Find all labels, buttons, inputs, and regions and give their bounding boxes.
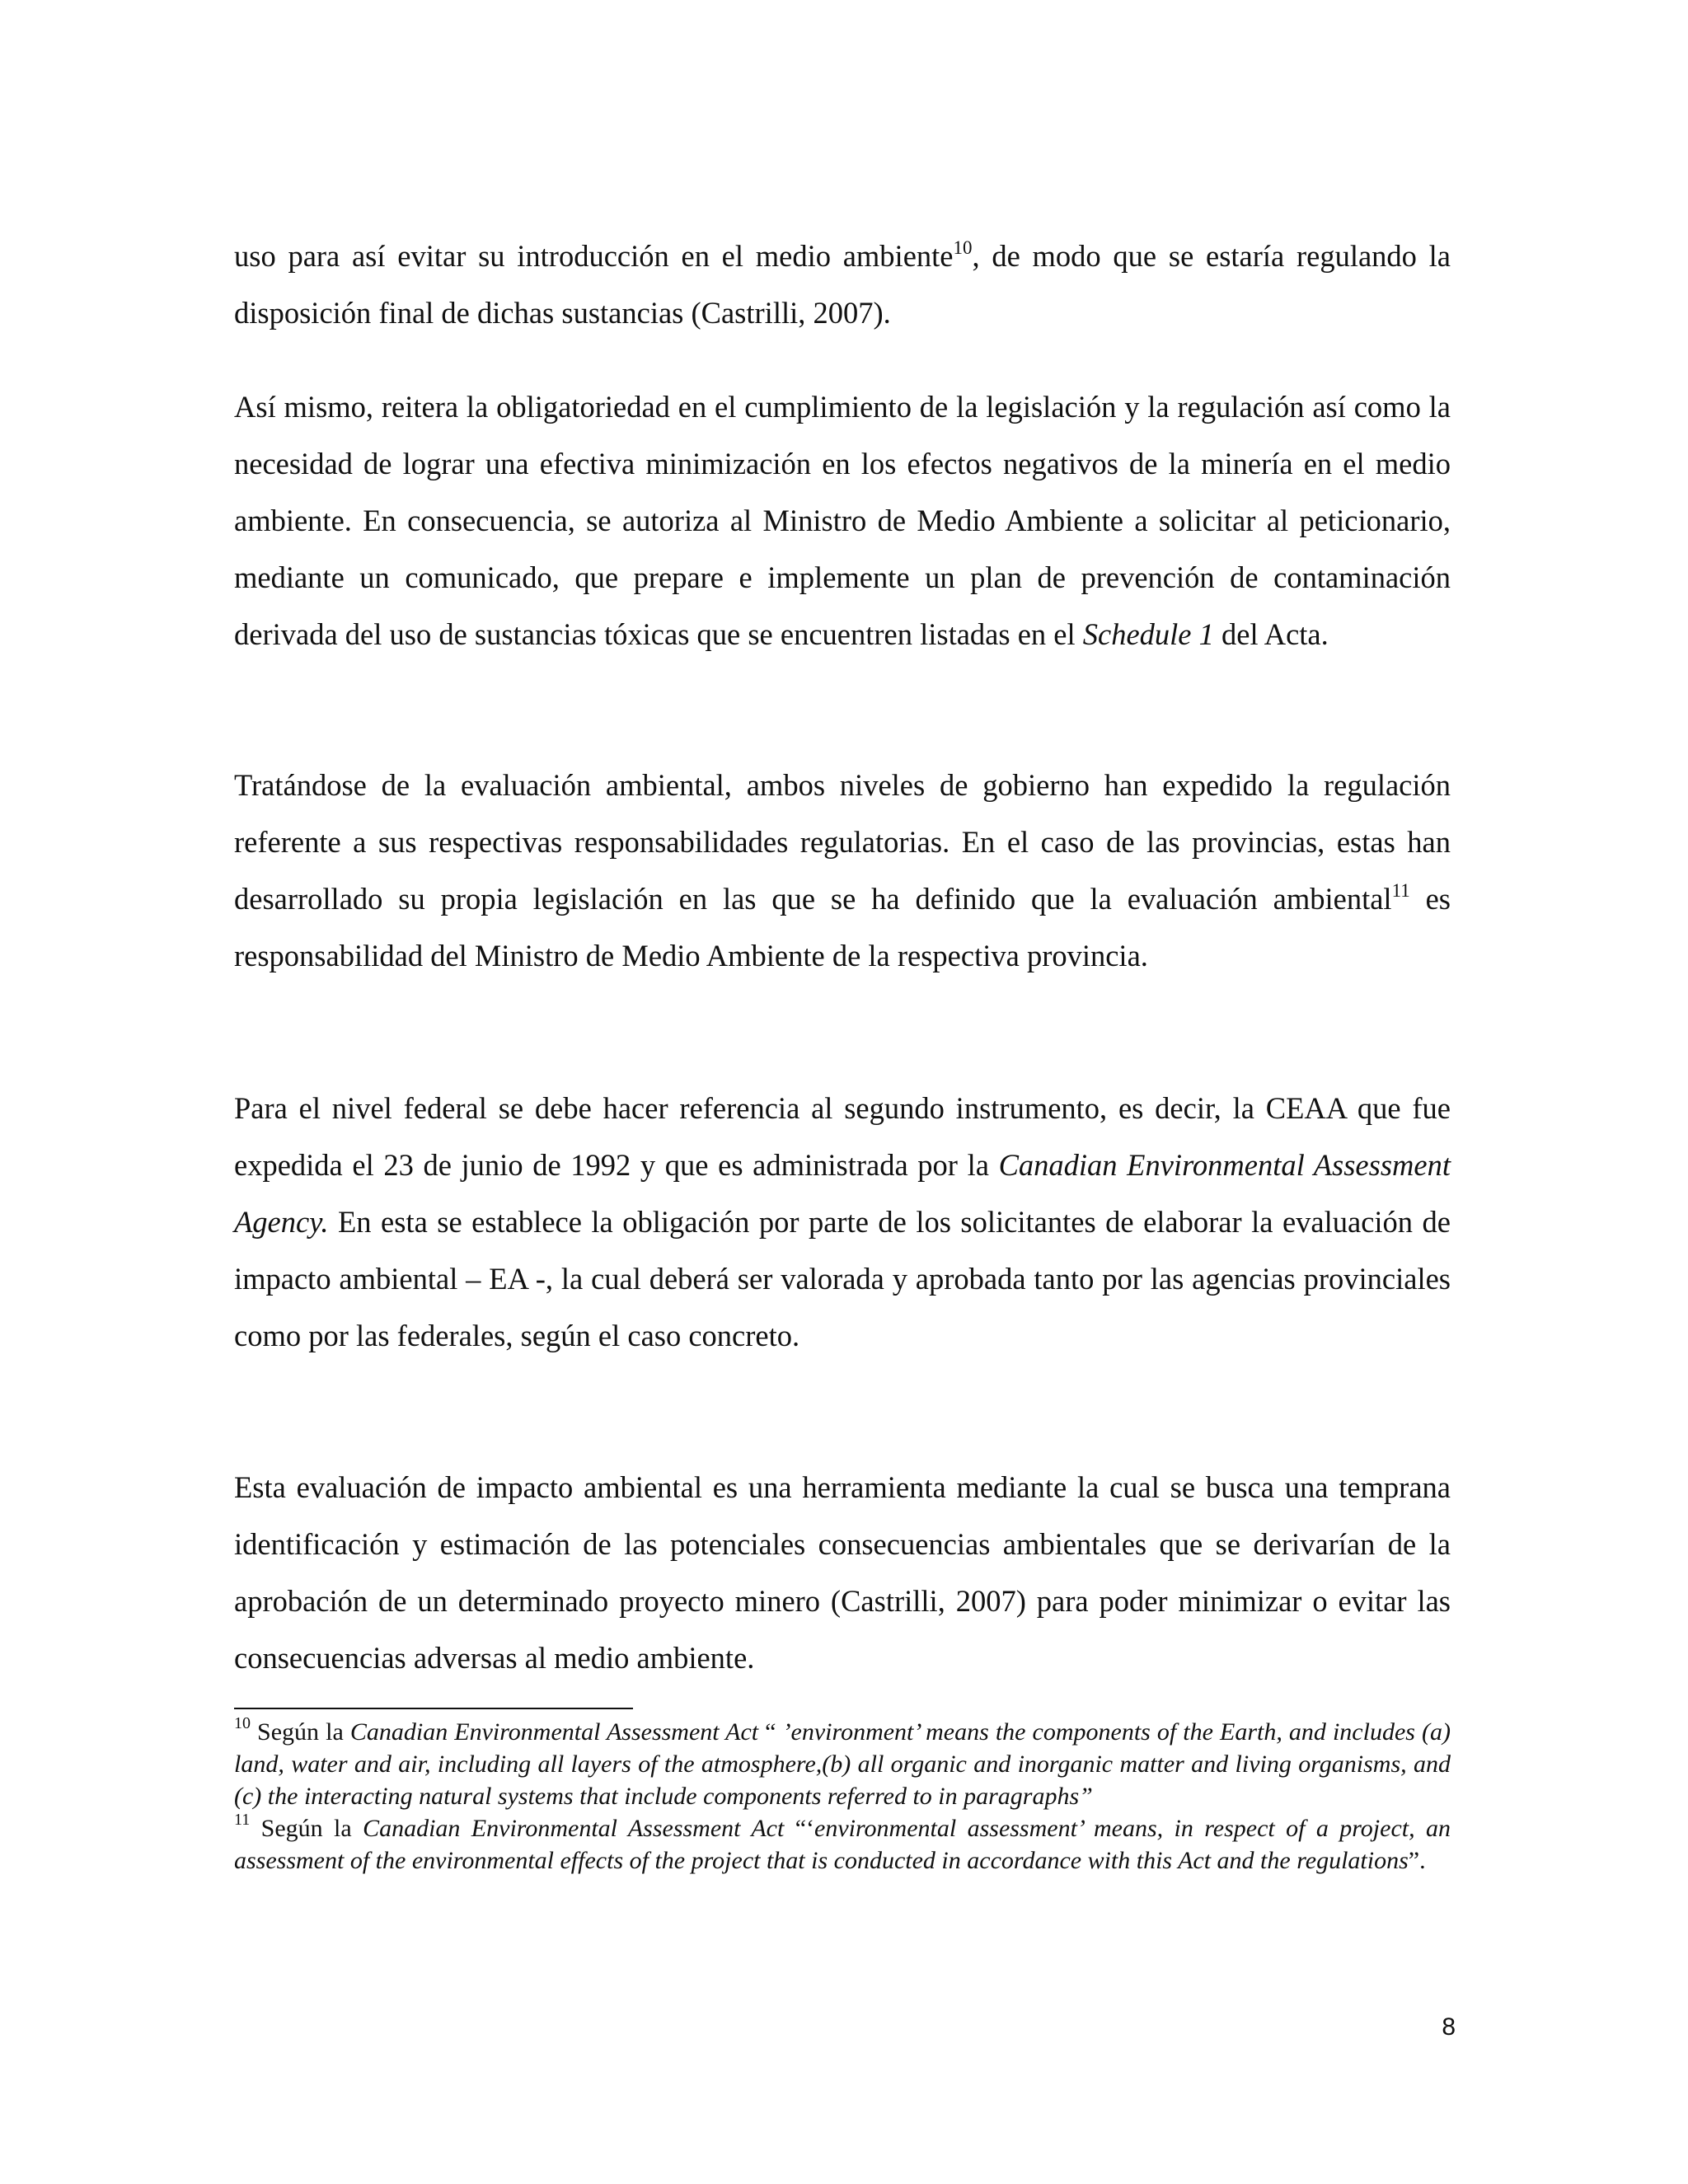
paragraph-1 xyxy=(234,227,1451,341)
footnote-marker: 11 xyxy=(234,1811,251,1829)
text-run: Esta evaluación de impacto ambiental es una herramienta mediante la cual se busca una temprana identificación y estimación de las potenciales consecuencias ambientales que se derivarían de la aprobación de un determinado proyecto minero (Castrilli, 2007) para poder minimizar o evitar las consecuencias adversas al medio ambiente. xyxy=(234,1470,1451,1675)
page-number: 8 xyxy=(1442,2013,1456,2041)
paragraph-4 xyxy=(234,1080,1451,1364)
footnotes xyxy=(234,1716,1451,1877)
text-run: “ xyxy=(758,1718,783,1746)
text-run: ”. xyxy=(1408,1847,1426,1874)
italic-text: Canadian Environmental Assessment Agency. xyxy=(234,1148,1451,1239)
text-run: En esta se establece la obligación por parte de los solicitantes de elaborar la evaluación de impacto ambiental – EA -, la cual deberá ser valorada y aprobada tanto por las agencias provinciales como por las federales, según el caso concreto. xyxy=(234,1205,1451,1352)
footnote-ref-11[interactable]: 11 xyxy=(1391,879,1410,901)
text-run: del Acta. xyxy=(1213,617,1329,651)
text-run: Así mismo, reitera la obligatoriedad en el cumplimiento de la legislación y la regulación así como la necesidad de lograr una efectiva minimización en los efectos negativos de la minería en el medio ambiente. En consecuencia, se autoriza al Ministro de Medio Ambiente a solicitar al peticionario, mediante un comunicado, que prepare e implemente un plan de prevención de contaminación derivada del uso de sustancias tóxicas que se encuentren listadas en el xyxy=(234,390,1451,651)
footnote-marker: 10 xyxy=(234,1714,251,1732)
text-run: Tratándose de la evaluación ambiental, ambos niveles de gobierno han expedido la regulación referente a sus respectivas responsabilidades regulatorias. En el caso de las provincias, estas han desarrollado su propia legislación en las que se ha definido que la evaluación ambiental xyxy=(234,768,1451,916)
italic-text: environmental assessment’ means, in respect of a project, an assessment of the environmental effects of the project that is conducted in accordance with this Act and the regulations xyxy=(234,1815,1451,1874)
paragraph-3 xyxy=(234,757,1451,984)
paragraph-2 xyxy=(234,378,1451,663)
text-run: Según la xyxy=(250,1815,363,1842)
italic-text: Schedule 1 xyxy=(1082,617,1214,651)
footnote-11 xyxy=(234,1812,1451,1877)
text-run: Según la xyxy=(251,1718,350,1746)
italic-text: Canadian Environmental Assessment Act xyxy=(363,1815,785,1842)
text-run: , de modo que se estaría regulando la disposición final de dichas sustancias (Castrilli, 2007). xyxy=(234,239,1451,330)
footnote-ref-10[interactable]: 10 xyxy=(953,237,973,258)
footnote-separator xyxy=(234,1708,633,1709)
text-run: “‘ xyxy=(784,1815,815,1842)
footnote-10 xyxy=(234,1716,1451,1812)
paragraph-5 xyxy=(234,1459,1451,1686)
text-run: es responsabilidad del Ministro de Medio Ambiente de la respectiva provincia. xyxy=(234,882,1451,972)
italic-text: Canadian Environmental Assessment Act xyxy=(349,1718,759,1746)
text-run: uso para así evitar su introducción en el medio ambiente xyxy=(234,239,954,273)
text-run: Para el nivel federal se debe hacer referencia al segundo instrumento, es decir, la CEAA que fue expedida el 23 de junio de 1992 y que es administrada por la xyxy=(234,1091,1451,1182)
italic-text: ’environment’ means the components of the Earth, and includes (a) land, water and air, including all layers of the atmosphere,(b) all organic and inorganic matter and living organisms, and (c) the interacting natural systems that include components referred to in paragraphs” xyxy=(234,1718,1451,1810)
